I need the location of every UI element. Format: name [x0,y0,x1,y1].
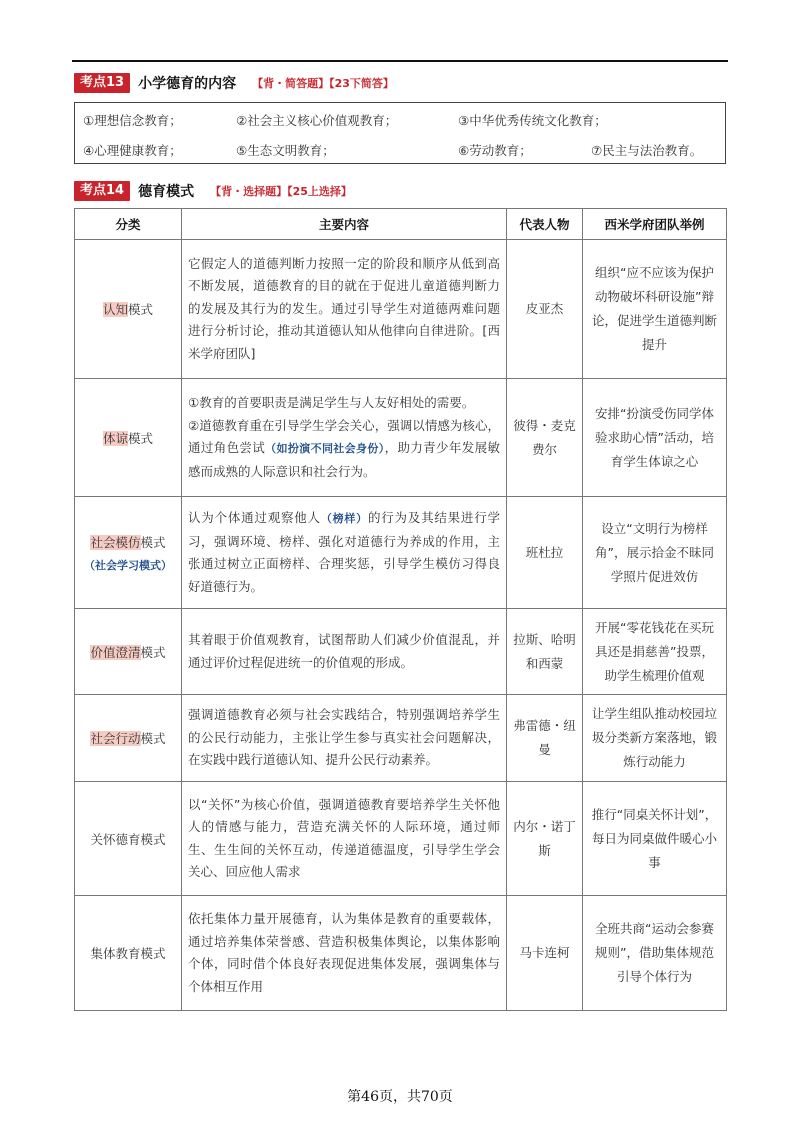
name-rest: 关怀德育模式 [90,831,166,847]
content-part: 认为个体通过观察他人 [188,510,321,525]
name-rest: 模式 [128,430,154,446]
model-person: 彼得・麦克费尔 [507,379,583,497]
model-content: 以“关怀”为核心价值，强调道德教育要培养学生关怀他人的情感与能力，营造充满关怀的人际环境，通过师生、生生间的关怀互动，传递道德温度，引导学生学会关心、回应他人需求 [182,782,507,896]
table-row [75,896,727,1011]
content-part: 的行为及其结果进行学习，强调环境、榜样、强化对道德行为养成的作用，主张通过树立正面榜样、合理奖惩，引导学生模仿习得良好道德行为。 [188,510,500,594]
table-header-row [75,209,727,240]
model-content: 它假定人的道德判断力按照一定的阶段和顺序从低到高不断发展，道德教育的目的就在于促进儿童道德判断力的发展及其行为的发生。通过引导学生对道德两难问题进行分析讨论，推动其道德认知从他律向自律进阶。[西米学府团队] [182,240,507,379]
model-person: 皮亚杰 [507,240,583,379]
model-example: 推行“同桌关怀计划”，每日为同桌做件暖心小事 [583,782,727,896]
list-item: ④心理健康教育； [83,143,182,158]
model-example: 设立“文明行为榜样角”，展示拾金不昧同学照片促进效仿 [583,497,727,609]
model-name [75,497,182,609]
name-rest: 模式 [140,644,166,660]
name-rest: 模式 [140,731,166,746]
model-name [75,782,182,896]
model-example: 组织“应不应该为保护动物破坏科研设施”辩论，促进学生道德判断提升 [583,240,727,379]
model-person: 班杜拉 [507,497,583,609]
model-content: 依托集体力量开展德育，认为集体是教育的重要载体，通过培养集体荣誉感、营造积极集体舆论，以集体影响个体，同时借个体良好表现促进集体发展，强调集体与个体相互作用 [182,896,507,1011]
name-highlight: 体谅 [102,430,128,446]
table-row [75,379,727,497]
model-content: 强调道德教育必须与社会实践结合，特别强调培养学生的公民行动能力，主张让学生参与真实社会问题解决，在实践中践行道德认知、提升公民行动素养。 [182,695,507,782]
section-13-header [74,72,394,94]
moral-education-models-table [74,208,727,1011]
header-main-content: 主要内容 [182,209,507,240]
model-example: 开展“零花钱花在买玩具还是捐慈善”投票，助学生梳理价值观 [583,609,727,695]
list-row [75,133,725,163]
list-item: ③中华优秀传统文化教育； [458,113,607,128]
section-14-title: 德育模式 [138,184,195,200]
model-name [75,240,182,379]
model-person: 弗雷德・纽曼 [507,695,583,782]
top-rule [72,60,728,62]
moral-education-content-box [74,102,726,164]
model-name [75,609,182,695]
name-rest: 模式 [140,534,166,550]
content-part: ②道德教育重在引导学生学会关心，强调以情感为核心，通过角色尝试 [188,417,500,455]
header-representative: 代表人物 [507,209,583,240]
name-rest: 集体教育模式 [90,946,166,961]
section-14-tag: 考点14 [74,181,130,201]
section-13-note: 【背・简答题】【23下简答】 [252,77,394,90]
list-item: ⑥劳动教育； [458,143,532,158]
content-part: ，助力青少年发展敏感而成熟的人际意识和社会行为。 [188,440,500,479]
name-highlight: 社会模仿 [90,534,141,550]
content-keyword: （榜样） [320,512,368,525]
table-row [75,609,727,695]
model-person: 拉斯、哈明和西蒙 [507,609,583,695]
model-name [75,896,182,1011]
table-row [75,782,727,896]
model-name [75,379,182,497]
table-row [75,240,727,379]
name-subtitle: （社会学习模式） [84,558,172,572]
list-row [75,103,725,133]
content-part: ①教育的首要职责是满足学生与人友好相处的需要。 [188,395,475,410]
section-13-title: 小学德育的内容 [138,76,237,92]
model-example: 让学生组队推动校园垃圾分类新方案落地，锻炼行动能力 [583,695,727,782]
model-person: 内尔・诺丁斯 [507,782,583,896]
section-14-note: 【背・选择题】【25上选择】 [210,185,352,198]
list-item: ②社会主义核心价值观教育； [236,113,398,128]
name-highlight: 价值澄清 [90,644,141,660]
list-item: ⑦民主与法治教育。 [591,143,703,158]
model-content: 其着眼于价值观教育，试图帮助人们减少价值混乱，并通过评价过程促进统一的价值观的形成。 [182,609,507,695]
header-category: 分类 [75,209,182,240]
content-keyword: （如扮演不同社会身份） [265,442,385,455]
model-example: 全班共商“运动会参赛规则”，借助集体规范引导个体行为 [583,896,727,1011]
model-example: 安排“扮演受伤同学体验求助心情”活动，培育学生体谅之心 [583,379,727,497]
list-item: ①理想信念教育； [83,113,182,128]
name-highlight: 认知 [102,302,128,317]
name-rest: 模式 [128,302,154,317]
list-item: ⑤生态文明教育； [236,143,335,158]
header-example: 西米学府团队举例 [583,209,727,240]
model-person: 马卡连柯 [507,896,583,1011]
section-13-tag: 考点13 [74,73,130,93]
model-name [75,695,182,782]
model-content [182,497,507,609]
model-content [182,379,507,497]
name-highlight: 社会行动 [90,731,141,746]
table-row [75,497,727,609]
table-row [75,695,727,782]
page-number: 第46页，共70页 [347,1089,453,1105]
section-14-header [74,180,352,202]
